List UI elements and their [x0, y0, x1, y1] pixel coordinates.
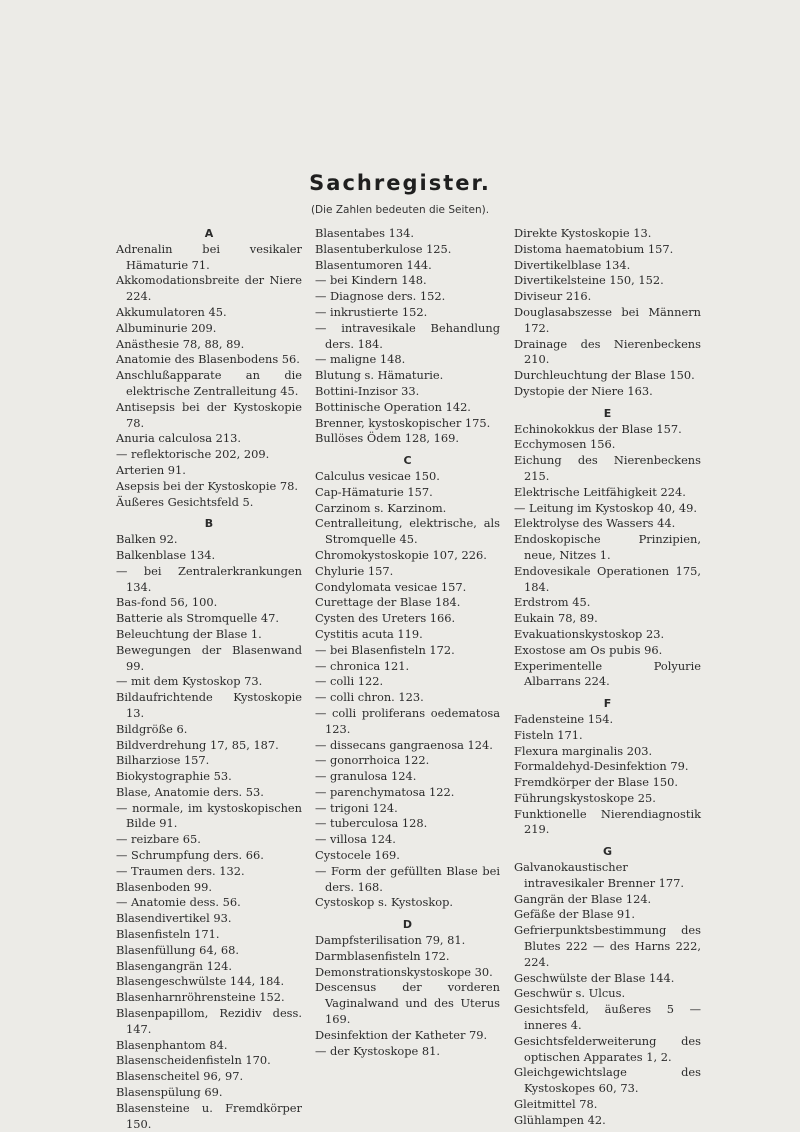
- index-entry: Cystitis acuta 119.: [315, 626, 423, 641]
- index-entry: Formaldehyd-Desinfektion 79.: [514, 759, 689, 774]
- index-entry: — parenchymatosa 122.: [315, 784, 455, 799]
- index-entry: Blasenfisteln 171.: [116, 927, 220, 942]
- index-entry: Blasendivertikel 93.: [116, 911, 232, 926]
- index-entry: — Anatomie dess. 56.: [116, 895, 241, 910]
- index-entry: Bullöses Ödem 128, 169.: [315, 431, 460, 446]
- index-entry: Condylomata vesicae 157.: [315, 579, 467, 594]
- index-entry: — bei Blasenfisteln 172.: [315, 642, 455, 657]
- index-entry: — bei Zentralerkrankungen 134.: [116, 563, 302, 594]
- index-entry: Anatomie des Blasenbodens 56.: [116, 352, 300, 367]
- index-entry: Evakuationskystoskop 23.: [514, 626, 665, 641]
- index-entry: — colli 122.: [315, 674, 384, 689]
- index-entry: Descensus der vorderen Vaginalwand und des Uterus 169.: [315, 980, 500, 1027]
- index-column-1: [116, 226, 302, 1132]
- index-entry: — maligne 148.: [315, 352, 406, 367]
- index-entry: Bildaufrichtende Kystoskopie 13.: [116, 690, 302, 720]
- index-entry: — granulosa 124.: [315, 769, 417, 784]
- index-entry: Direkte Kystoskopie 13.: [514, 226, 652, 240]
- index-entry: Distoma haematobium 157.: [514, 241, 674, 256]
- index-entry: Blasentuberkulose 125.: [315, 241, 452, 256]
- index-entry: Gesichtsfeld, äußeres 5 — inneres 4.: [514, 1002, 701, 1033]
- index-entry: Flexura marginalis 203.: [514, 743, 653, 758]
- index-entry: Bottini-Inzisor 33.: [315, 383, 420, 398]
- index-entry: Batterie als Stromquelle 47.: [116, 611, 280, 626]
- index-entry: — colli proliferans oedematosa 123.: [315, 705, 500, 736]
- index-entry: Exostose am Os pubis 96.: [514, 642, 663, 657]
- index-entry: — Traumen ders. 132.: [116, 863, 245, 878]
- index-entry: Bilharziose 157.: [116, 753, 210, 768]
- index-entry: Calculus vesicae 150.: [315, 468, 440, 483]
- index-entry: — tuberculosa 128.: [315, 816, 428, 831]
- index-entry: Blasenfüllung 64, 68.: [116, 942, 239, 957]
- index-entry: — intravesikale Behandlung ders. 184.: [315, 320, 500, 351]
- index-entry: Ecchymosen 156.: [514, 437, 616, 452]
- index-entry: Divertikelblase 134.: [514, 257, 631, 272]
- index-entry: Bottinische Operation 142.: [315, 399, 471, 414]
- index-entry: Bildgröße 6.: [116, 721, 188, 736]
- index-entry: Cystocele 169.: [315, 848, 400, 863]
- index-entry: Cysten des Ureters 166.: [315, 611, 456, 626]
- index-entry: Blasentabes 134.: [315, 226, 414, 240]
- index-entry: Blasenphantom 84.: [116, 1037, 228, 1052]
- index-entry: Fadensteine 154.: [514, 711, 614, 726]
- index-entry: Blasenspülung 69.: [116, 1085, 223, 1100]
- index-entry: Antisepsis bei der Kystoskopie 78.: [116, 399, 302, 430]
- index-entry: Beleuchtung der Blase 1.: [116, 626, 262, 641]
- index-entry: Echinokokkus der Blase 157.: [514, 421, 682, 436]
- index-entry: Blasenscheidenfisteln 170.: [116, 1053, 271, 1068]
- page-subtitle: (Die Zahlen bedeuten die Seiten).: [310, 204, 490, 216]
- index-entry: Elektrolyse des Wassers 44.: [514, 516, 676, 531]
- index-entry: — Schrumpfung ders. 66.: [116, 848, 264, 863]
- section-letter: G: [602, 845, 613, 859]
- index-entry: Funktionelle Nierendiagnostik 219.: [514, 806, 701, 837]
- index-entry: Akkomodationsbreite der Niere 224.: [116, 273, 302, 304]
- page-title: Sachregister.: [309, 171, 491, 195]
- index-entry: — reizbare 65.: [116, 832, 201, 847]
- index-entry: Blase, Anatomie ders. 53.: [116, 784, 264, 799]
- index-entry: — der Kystoskope 81.: [315, 1043, 440, 1058]
- index-entry: Demonstrationskystoskope 30.: [315, 964, 493, 979]
- index-entry: Cap-Hämaturie 157.: [315, 484, 433, 499]
- index-entry: Gefäße der Blase 91.: [514, 907, 636, 922]
- index-entry: Blasenscheitel 96, 97.: [116, 1069, 244, 1084]
- index-entry: Gangrän der Blase 124.: [514, 891, 652, 906]
- index-entry: Erdstrom 45.: [514, 595, 591, 610]
- index-entry: Glühlampen 42.: [514, 1112, 606, 1127]
- index-entry: Blasenpapillom, Rezidiv dess. 147.: [116, 1006, 302, 1036]
- index-entry: — Leitung im Kystoskop 40, 49.: [514, 500, 698, 515]
- index-entry: Dystopie der Niere 163.: [514, 383, 653, 398]
- index-entry: Curettage der Blase 184.: [315, 595, 461, 610]
- index-column-2: [315, 226, 500, 1059]
- index-entry: Eukain 78, 89.: [514, 611, 598, 626]
- index-entry: — villosa 124.: [315, 832, 396, 847]
- index-entry: Divertikelsteine 150, 152.: [514, 273, 664, 288]
- index-entry: Chromokystoskopie 107, 226.: [315, 547, 487, 562]
- index-column-3: [514, 226, 701, 1129]
- index-entry: — normale, im kystoskopischen Bilde 91.: [116, 800, 302, 831]
- index-entry: Cystoskop s. Kystoskop.: [315, 895, 454, 910]
- index-entry: Blasentumoren 144.: [315, 257, 432, 272]
- index-entry: Bas-fond 56, 100.: [116, 595, 218, 610]
- index-entry: Diviseur 216.: [514, 289, 592, 304]
- index-entry: Durchleuchtung der Blase 150.: [514, 368, 695, 383]
- index-entry: Gleichgewichtslage des Kystoskopes 60, 73.: [514, 1065, 701, 1096]
- index-entry: Fisteln 171.: [514, 727, 583, 742]
- index-entry: Geschwülste der Blase 144.: [514, 970, 675, 985]
- index-entry: Brenner, kystoskopischer 175.: [315, 415, 491, 430]
- section-letter: E: [603, 406, 612, 420]
- index-entry: Dampfsterilisation 79, 81.: [315, 933, 466, 948]
- index-entry: Eichung des Nierenbeckens 215.: [514, 453, 701, 483]
- index-entry: Gefrierpunktsbestimmung des Blutes 222 — des Harns 222, 224.: [514, 923, 701, 969]
- section-letter: A: [204, 227, 214, 240]
- index-entry: Blasengeschwülste 144, 184.: [116, 974, 285, 989]
- index-entry: Blasenboden 99.: [116, 879, 212, 894]
- index-entry: Carzinom s. Karzinom.: [315, 500, 447, 515]
- section-letter: B: [204, 517, 214, 531]
- index-entry: Blasengangrän 124.: [116, 958, 232, 973]
- index-entry: — gonorrhoica 122.: [315, 753, 430, 768]
- index-entry: Blutung s. Hämaturie.: [315, 368, 444, 383]
- index-entry: Geschwür s. Ulcus.: [514, 986, 626, 1001]
- index-entry: — Form der gefüllten Blase bei ders. 168.: [315, 863, 500, 894]
- section-letter: D: [402, 918, 413, 932]
- index-entry: — bei Kindern 148.: [315, 273, 427, 288]
- index-entry: — dissecans gangraenosa 124.: [315, 737, 493, 752]
- index-entry: Asepsis bei der Kystoskopie 78.: [116, 478, 298, 493]
- index-entry: — reflektorische 202, 209.: [116, 447, 270, 462]
- index-entry: Albuminurie 209.: [116, 320, 217, 335]
- index-entry: — colli chron. 123.: [315, 690, 424, 705]
- index-entry: Darmblasenfisteln 172.: [315, 948, 450, 963]
- index-entry: Äußeres Gesichtsfeld 5.: [116, 494, 254, 509]
- index-entry: Adrenalin bei vesikaler Hämaturie 71.: [116, 241, 302, 272]
- index-entry: Anästhesie 78, 88, 89.: [116, 336, 245, 351]
- index-entry: Experimentelle Polyurie Albarrans 224.: [514, 658, 701, 689]
- index-entry: — inkrustierte 152.: [315, 304, 428, 319]
- index-entry: — chronica 121.: [315, 658, 410, 673]
- index-entry: — Diagnose ders. 152.: [315, 289, 446, 304]
- index-entry: — trigoni 124.: [315, 800, 398, 815]
- index-entry: Galvanokaustischer intravesikaler Brenner 177.: [514, 860, 684, 890]
- index-entry: Blasenharnröhrensteine 152.: [116, 990, 285, 1005]
- index-entry: Gesichtsfelderweiterung des optischen Apparates 1, 2.: [514, 1033, 701, 1064]
- index-entry: Führungskystoskope 25.: [514, 790, 656, 805]
- index-entry: Desinfektion der Katheter 79.: [315, 1027, 488, 1042]
- index-entry: Anschlußapparate an die elektrische Zentralleitung 45.: [116, 368, 302, 398]
- index-entry: Chylurie 157.: [315, 563, 394, 578]
- index-entry: Balkenblase 134.: [116, 547, 216, 562]
- index-entry: Balken 92.: [116, 532, 178, 547]
- index-entry: Drainage des Nierenbeckens 210.: [514, 336, 701, 367]
- index-entry: Blasensteine u. Fremdkörper 150.: [116, 1100, 302, 1131]
- index-entry: Gleitmittel 78.: [514, 1097, 598, 1112]
- index-entry: Fremdkörper der Blase 150.: [514, 775, 678, 790]
- section-letter: C: [403, 454, 412, 468]
- index-entry: Bewegungen der Blasenwand 99.: [116, 642, 302, 673]
- index-entry: Endovesikale Operationen 175, 184.: [514, 563, 701, 594]
- index-entry: Douglasabszesse bei Männern 172.: [514, 304, 701, 335]
- index-entry: — mit dem Kystoskop 73.: [116, 674, 263, 689]
- index-entry: Elektrische Leitfähigkeit 224.: [514, 484, 686, 499]
- section-letter: F: [603, 697, 612, 711]
- index-entry: Biokystographie 53.: [116, 769, 232, 784]
- index-entry: Endoskopische Prinzipien, neue, Nitzes 1.: [514, 532, 701, 562]
- index-entry: Bildverdrehung 17, 85, 187.: [116, 737, 279, 752]
- index-entry: Akkumulatoren 45.: [116, 304, 227, 319]
- index-entry: Anuria calculosa 213.: [116, 431, 242, 446]
- index-entry: Arterien 91.: [116, 462, 186, 477]
- index-entry: Centralleitung, elektrische, als Stromquelle 45.: [315, 516, 500, 547]
